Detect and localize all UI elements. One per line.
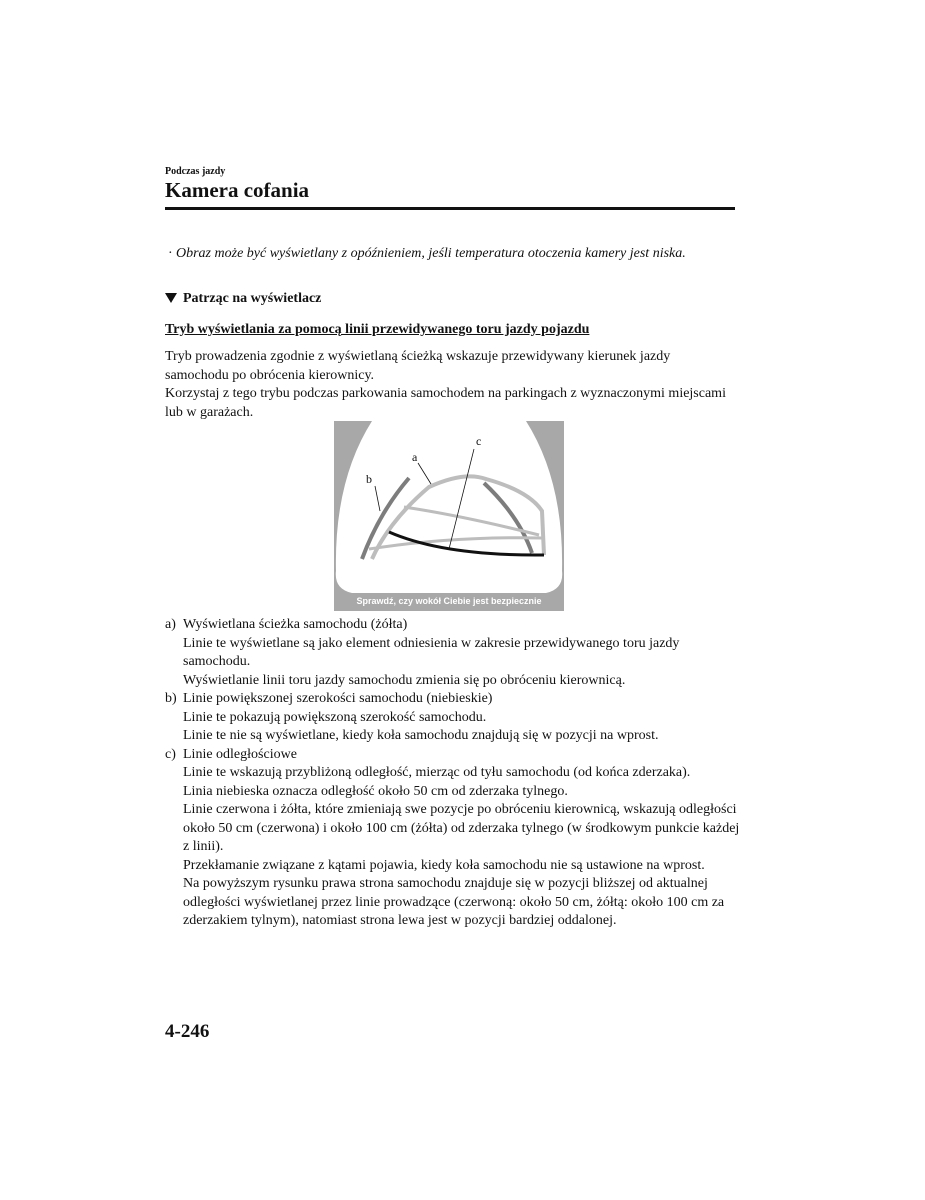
item-marker: b): [165, 691, 177, 706]
fisheye-view: [336, 421, 562, 593]
item-line: Linie te wskazują przybliżoną odległość, mierząc od tyłu samochodu (od końca zderzaka).: [183, 765, 691, 780]
camera-display-illustration: [334, 421, 564, 611]
mode-heading: Tryb wyświetlania za pomocą linii przewidywanego toru jazdy pojazdu: [165, 322, 590, 337]
list-item: [165, 690, 740, 746]
paragraph-mode-description: Tryb prowadzenia zgodnie z wyświetlaną ścieżką wskazuje przewidywany kierunek jazdy samochodu po obrócenia kierownicy.: [165, 349, 671, 383]
temperature-note: [168, 245, 728, 263]
page-title: Kamera cofania: [165, 178, 310, 202]
item-marker: a): [165, 617, 176, 632]
item-line: Linia niebieska oznacza odległość około 50 cm od zderzaka tylnego.: [183, 783, 568, 799]
legend-list: [165, 616, 740, 931]
list-item: [165, 746, 740, 931]
figure-caption: Sprawdź, czy wokół Ciebie jest bezpiecznie: [356, 596, 542, 606]
paragraph-usage: Korzystaj z tego trybu podczas parkowania samochodem na parkingach z wyznaczonymi miejscami lub w garażach.: [165, 386, 726, 420]
item-line: Linie te nie są wyświetlane, kiedy koła samochodu znajdują się w pozycji na wprost.: [183, 728, 659, 743]
figure-label-b: b: [366, 472, 372, 486]
section-label: Podczas jazdy: [165, 166, 226, 177]
camera-display-figure: [334, 421, 564, 611]
triangle-down-icon: [165, 293, 177, 303]
page-number: 4-246: [165, 1021, 210, 1042]
note-text: Obraz może być wyświetlany z opóźnieniem, jeśli temperatura otoczenia kamery jest niska.: [176, 246, 686, 261]
item-title: Linie odległościowe: [183, 746, 297, 762]
item-line: Linie te pokazują powiększoną szerokość samochodu.: [183, 709, 487, 725]
item-line: Linie czerwona i żółta, które zmieniają swe pozycje po obróceniu kierownicą, wskazują odległości około 50 cm (czerwona) i około 100 cm (żółta) od zderzaka tylnego (w środkowym punkcie każdej z linii).: [183, 802, 740, 854]
item-line: Wyświetlanie linii toru jazdy samochodu zmienia się po obróceniu kierownicą.: [183, 672, 626, 688]
item-line: Na powyższym rysunku prawa strona samochodu znajduje się w pozycji bliższej od aktualnej odległości wyświetlanej przez linie prowadzące (czerwoną: około 50 cm, żółtą: około 100 cm za zderzakiem tylnym), natomiast strona lewa jest w pozycji bardziej oddalonej.: [183, 876, 725, 928]
list-item: [165, 616, 740, 690]
display-subheading: [165, 291, 321, 307]
item-marker: c): [165, 746, 176, 762]
item-line: Przekłamanie związane z kątami pojawia, kiedy koła samochodu nie są ustawione na wprost.: [183, 857, 705, 873]
title-divider: [165, 207, 735, 210]
note-bullet: ·: [168, 246, 173, 261]
item-title: Wyświetlana ścieżka samochodu (żółta): [183, 617, 408, 632]
item-line: Linie te wyświetlane są jako element odniesienia w zakresie przewidywanego toru jazdy samochodu.: [183, 635, 680, 669]
item-title: Linie powiększonej szerokości samochodu (niebieskie): [183, 691, 493, 706]
subheading-text: Patrząc na wyświetlacz: [183, 291, 322, 306]
figure-label-c: c: [476, 434, 482, 448]
figure-label-a: a: [412, 450, 418, 464]
